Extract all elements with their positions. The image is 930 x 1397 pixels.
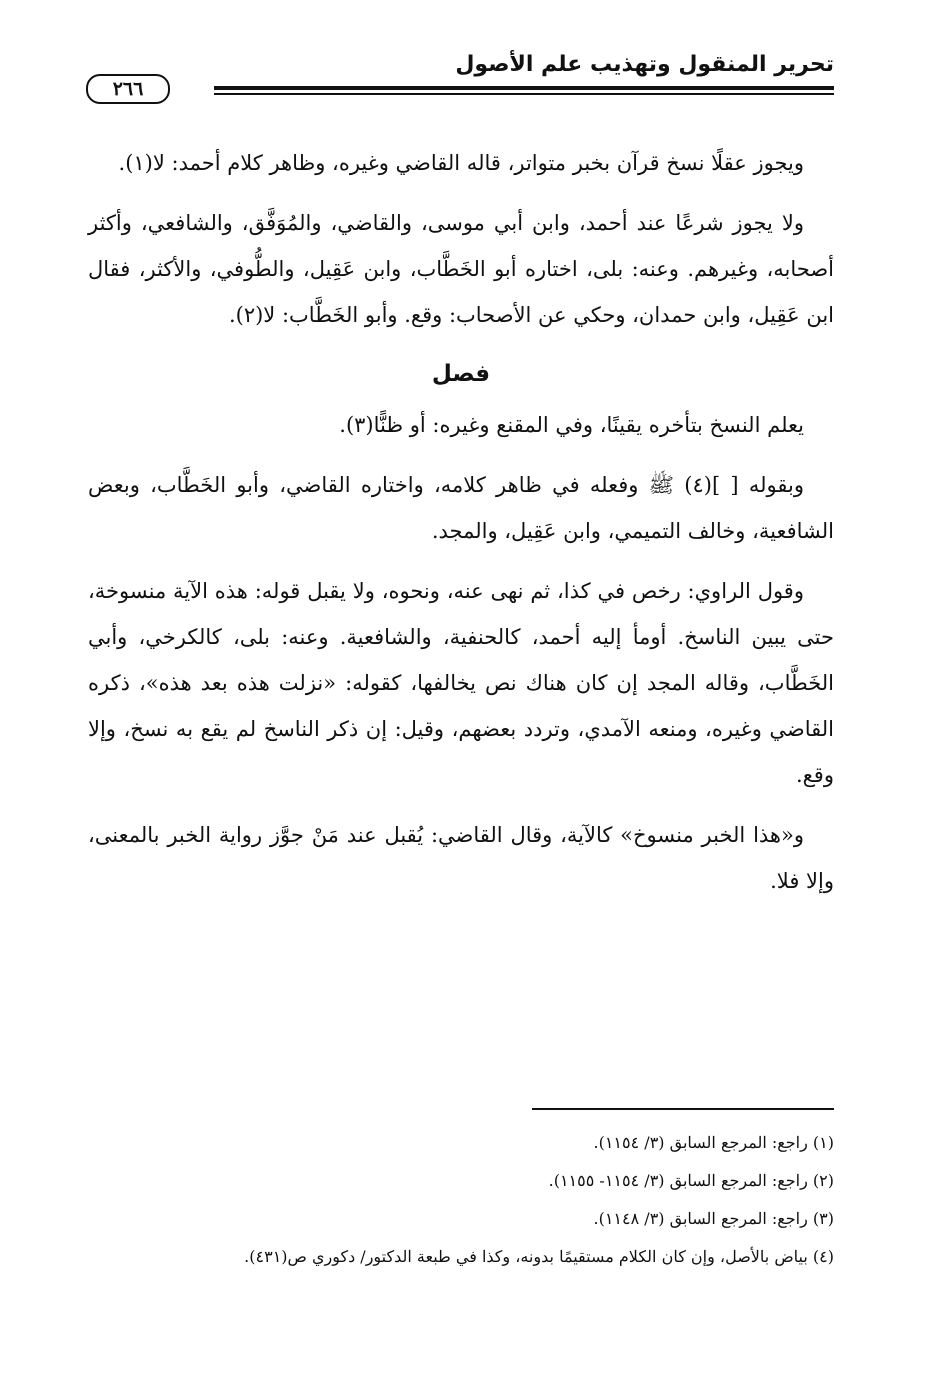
footnote: (٣) راجع: المرجع السابق (٣/ ١١٤٨). bbox=[593, 1209, 834, 1228]
header-rule bbox=[214, 86, 834, 90]
footnotes bbox=[88, 1124, 834, 1276]
running-title: تحرير المنقول وتهذيب علم الأصول bbox=[455, 52, 834, 77]
header-rule-thin bbox=[214, 93, 834, 95]
paragraph: و«هذا الخبر منسوخ» كالآية، وقال القاضي: يُقبل عند مَنْ جوَّز رواية الخبر بالمعنى، وإلا فلا. bbox=[88, 823, 834, 893]
page-header bbox=[86, 48, 834, 106]
page-number: ٢٦٦ bbox=[86, 74, 170, 104]
paragraph: ولا يجوز شرعًا عند أحمد، وابن أبي موسى، والقاضي، والمُوَفَّق، والشافعي، وأكثر أصحابه، وغيرهم. وعنه: بلى، اختاره أبو الخَطَّاب، وابن عَقِيل، والطُّوفي، والأكثر، فقال ابن عَقِيل، وابن حمدان، وحكي عن الأصحاب: وقع. وأبو الخَطَّاب: لا(٢). bbox=[88, 211, 834, 327]
paragraph: وقول الراوي: رخص في كذا، ثم نهى عنه، ونحوه، ولا يقبل قوله: هذه الآية منسوخة، حتى يبين الناسخ. أومأ إليه أحمد، كالحنفية، والشافعية. وعنه: بلى، كالكرخي، وأبي الخَطَّاب، وقاله المجد إن كان هناك نص يخالفها، كقوله: «نزلت هذه بعد هذه»، ذكره القاضي وغيره، ومنعه الآمدي، وتردد بعضهم، وقيل: إن ذكر الناسخ لم يقع به نسخ، وإلا وقع. bbox=[88, 579, 834, 787]
footnote-separator bbox=[532, 1108, 834, 1110]
main-text bbox=[88, 140, 834, 918]
footnote: (١) راجع: المرجع السابق (٣/ ١١٥٤). bbox=[593, 1133, 834, 1152]
footnote: (٤) بياض بالأصل، وإن كان الكلام مستقيمًا بدونه، وكذا في طبعة الدكتور/ دكوري ص(٤٣١). bbox=[244, 1247, 834, 1266]
footnote: (٢) راجع: المرجع السابق (٣/ ١١٥٤- ١١٥٥). bbox=[548, 1171, 834, 1190]
paragraph: ويجوز عقلًا نسخ قرآن بخبر متواتر، قاله القاضي وغيره، وظاهر كلام أحمد: لا(١). bbox=[118, 151, 804, 175]
paragraph: وبقوله [ ](٤) ﷺ وفعله في ظاهر كلامه، واختاره القاضي، وأبو الخَطَّاب، وبعض الشافعية، وخالف التميمي، وابن عَقِيل، والمجد. bbox=[88, 473, 834, 543]
section-heading: فصل bbox=[431, 361, 491, 387]
paragraph: يعلم النسخ بتأخره يقينًا، وفي المقنع وغيره: أو ظنًّا(٣). bbox=[339, 413, 804, 437]
